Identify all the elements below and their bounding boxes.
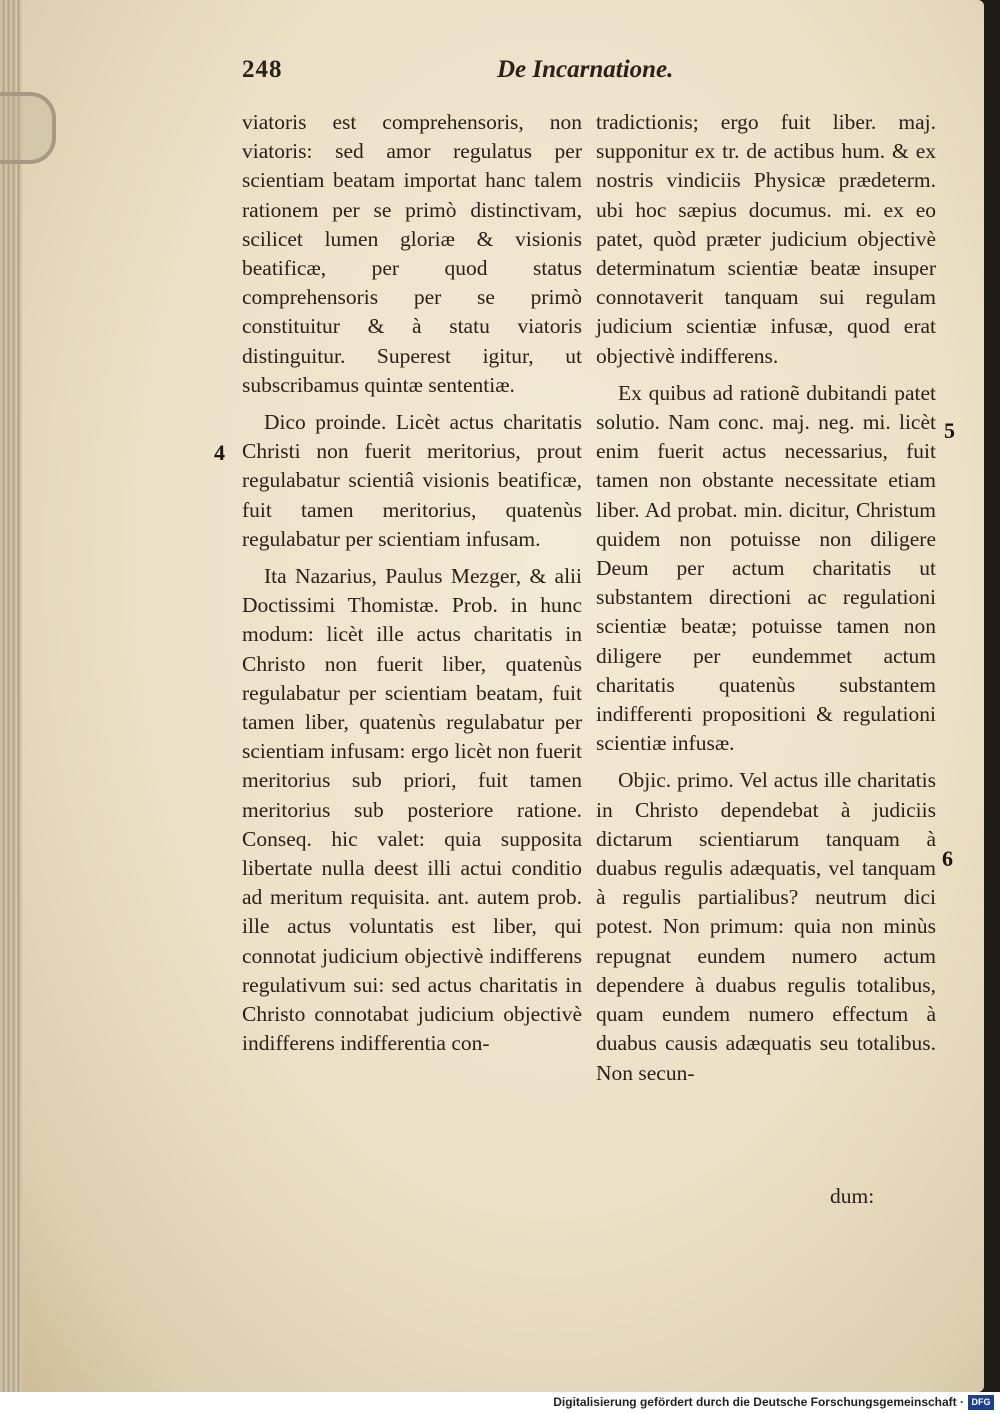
left-column [242,108,582,1059]
running-head [242,56,932,86]
margin-marker-right-lower: 6 [942,846,953,871]
paragraph: Objic. primo. Vel actus ille charitatis in Christo dependebat à judiciis dictarum scientiarum tanquam à duabus regulis adæquatis, vel tanquam à regulis partialibus? neutrum dici potest. Non primum: quia non minùs repugnat eundem numero actum dependere à duabus regulis totalibus, quam eundem numero effectum à duabus causis adæquatis seu totalibus. Non secun- [596,768,936,1085]
paragraph: Ex quibus ad rationẽ dubitandi patet solutio. Nam conc. maj. neg. mi. licèt enim fuerit actus necessarius, fuit tamen non obstante necessitate etiam liber. Ad probat. min. dicitur, Christum quidem non potuisse non diligere Deum per actum charitatis ut substantem directioni ac regulationi scientiæ beatæ; potuisse tamen non diligere per eundemmet actum charitatis quatenùs substantem indifferenti propositioni & regulationi scientiæ infusæ. [596,380,936,756]
page-number: 248 [242,56,283,83]
margin-marker-right-top: 5 [944,418,955,443]
margin-marker-left: 4 [214,440,225,465]
dfg-logo: DFG [968,1395,994,1410]
paragraph: Ita Nazarius, Paulus Mezger, & alii Doctissimi Thomistæ. Prob. in hunc modum: licèt ille actus charitatis in Christo non fuerit liber, quatenùs regulabatur per scientiam beatam, fuit tamen liber, quatenùs regulabatur per scientiam infusam: ergo licèt non fuerit meritorius sub priori, fuit tamen meritorius sub posteriore ratione. Conseq. hic valet: quia supposita libertate nulla deest illi actui conditio ad meritum requisita. ant. autem prob. ille actus voluntatis est liber, qui connotat judicium objectivè indifferens regulativum sui: sed actus charitatis in Christo connotabat judicium objectivè indifferens indifferentia con- [242,564,582,1056]
paragraph: Dico proinde. Licèt actus charitatis Christi non fuerit meritorius, prout regulabatur scientiâ visionis beatificæ, fuit tamen meritorius, quatenùs regulabatur per scientiam infusam. [242,410,582,551]
footer-bar [0,1392,1000,1414]
header-title: De Incarnatione. [497,56,674,83]
paragraph: tradictionis; ergo fuit liber. maj. supponitur ex tr. de actibus hum. & ex nostris vindiciis Physicæ prædeterm. ubi hoc sæpius documus. mi. ex eo patet, quòd præter judicium objectivè determinatum scientiæ beatæ insuper connotaverit tanquam sui regulam judicium scientiæ infusæ, quod erat objectivè indifferens. [596,110,936,368]
page-clip [0,92,56,164]
paragraph: viatoris est comprehensoris, non viatoris: sed amor regulatus per scientiam beatam importat hanc talem rationem per se primò distinctivam, scilicet lumen gloriæ & visionis beatificæ, per quod status comprehensoris per se primò constituitur & à statu viatoris distinguitur. Superest igitur, ut subscribamus quintæ sententiæ. [242,110,582,397]
right-column [596,108,936,1088]
footer-credit: Digitalisierung gefördert durch die Deutsche Forschungsgemeinschaft · [553,1395,964,1409]
catchword: dum: [830,1184,875,1208]
